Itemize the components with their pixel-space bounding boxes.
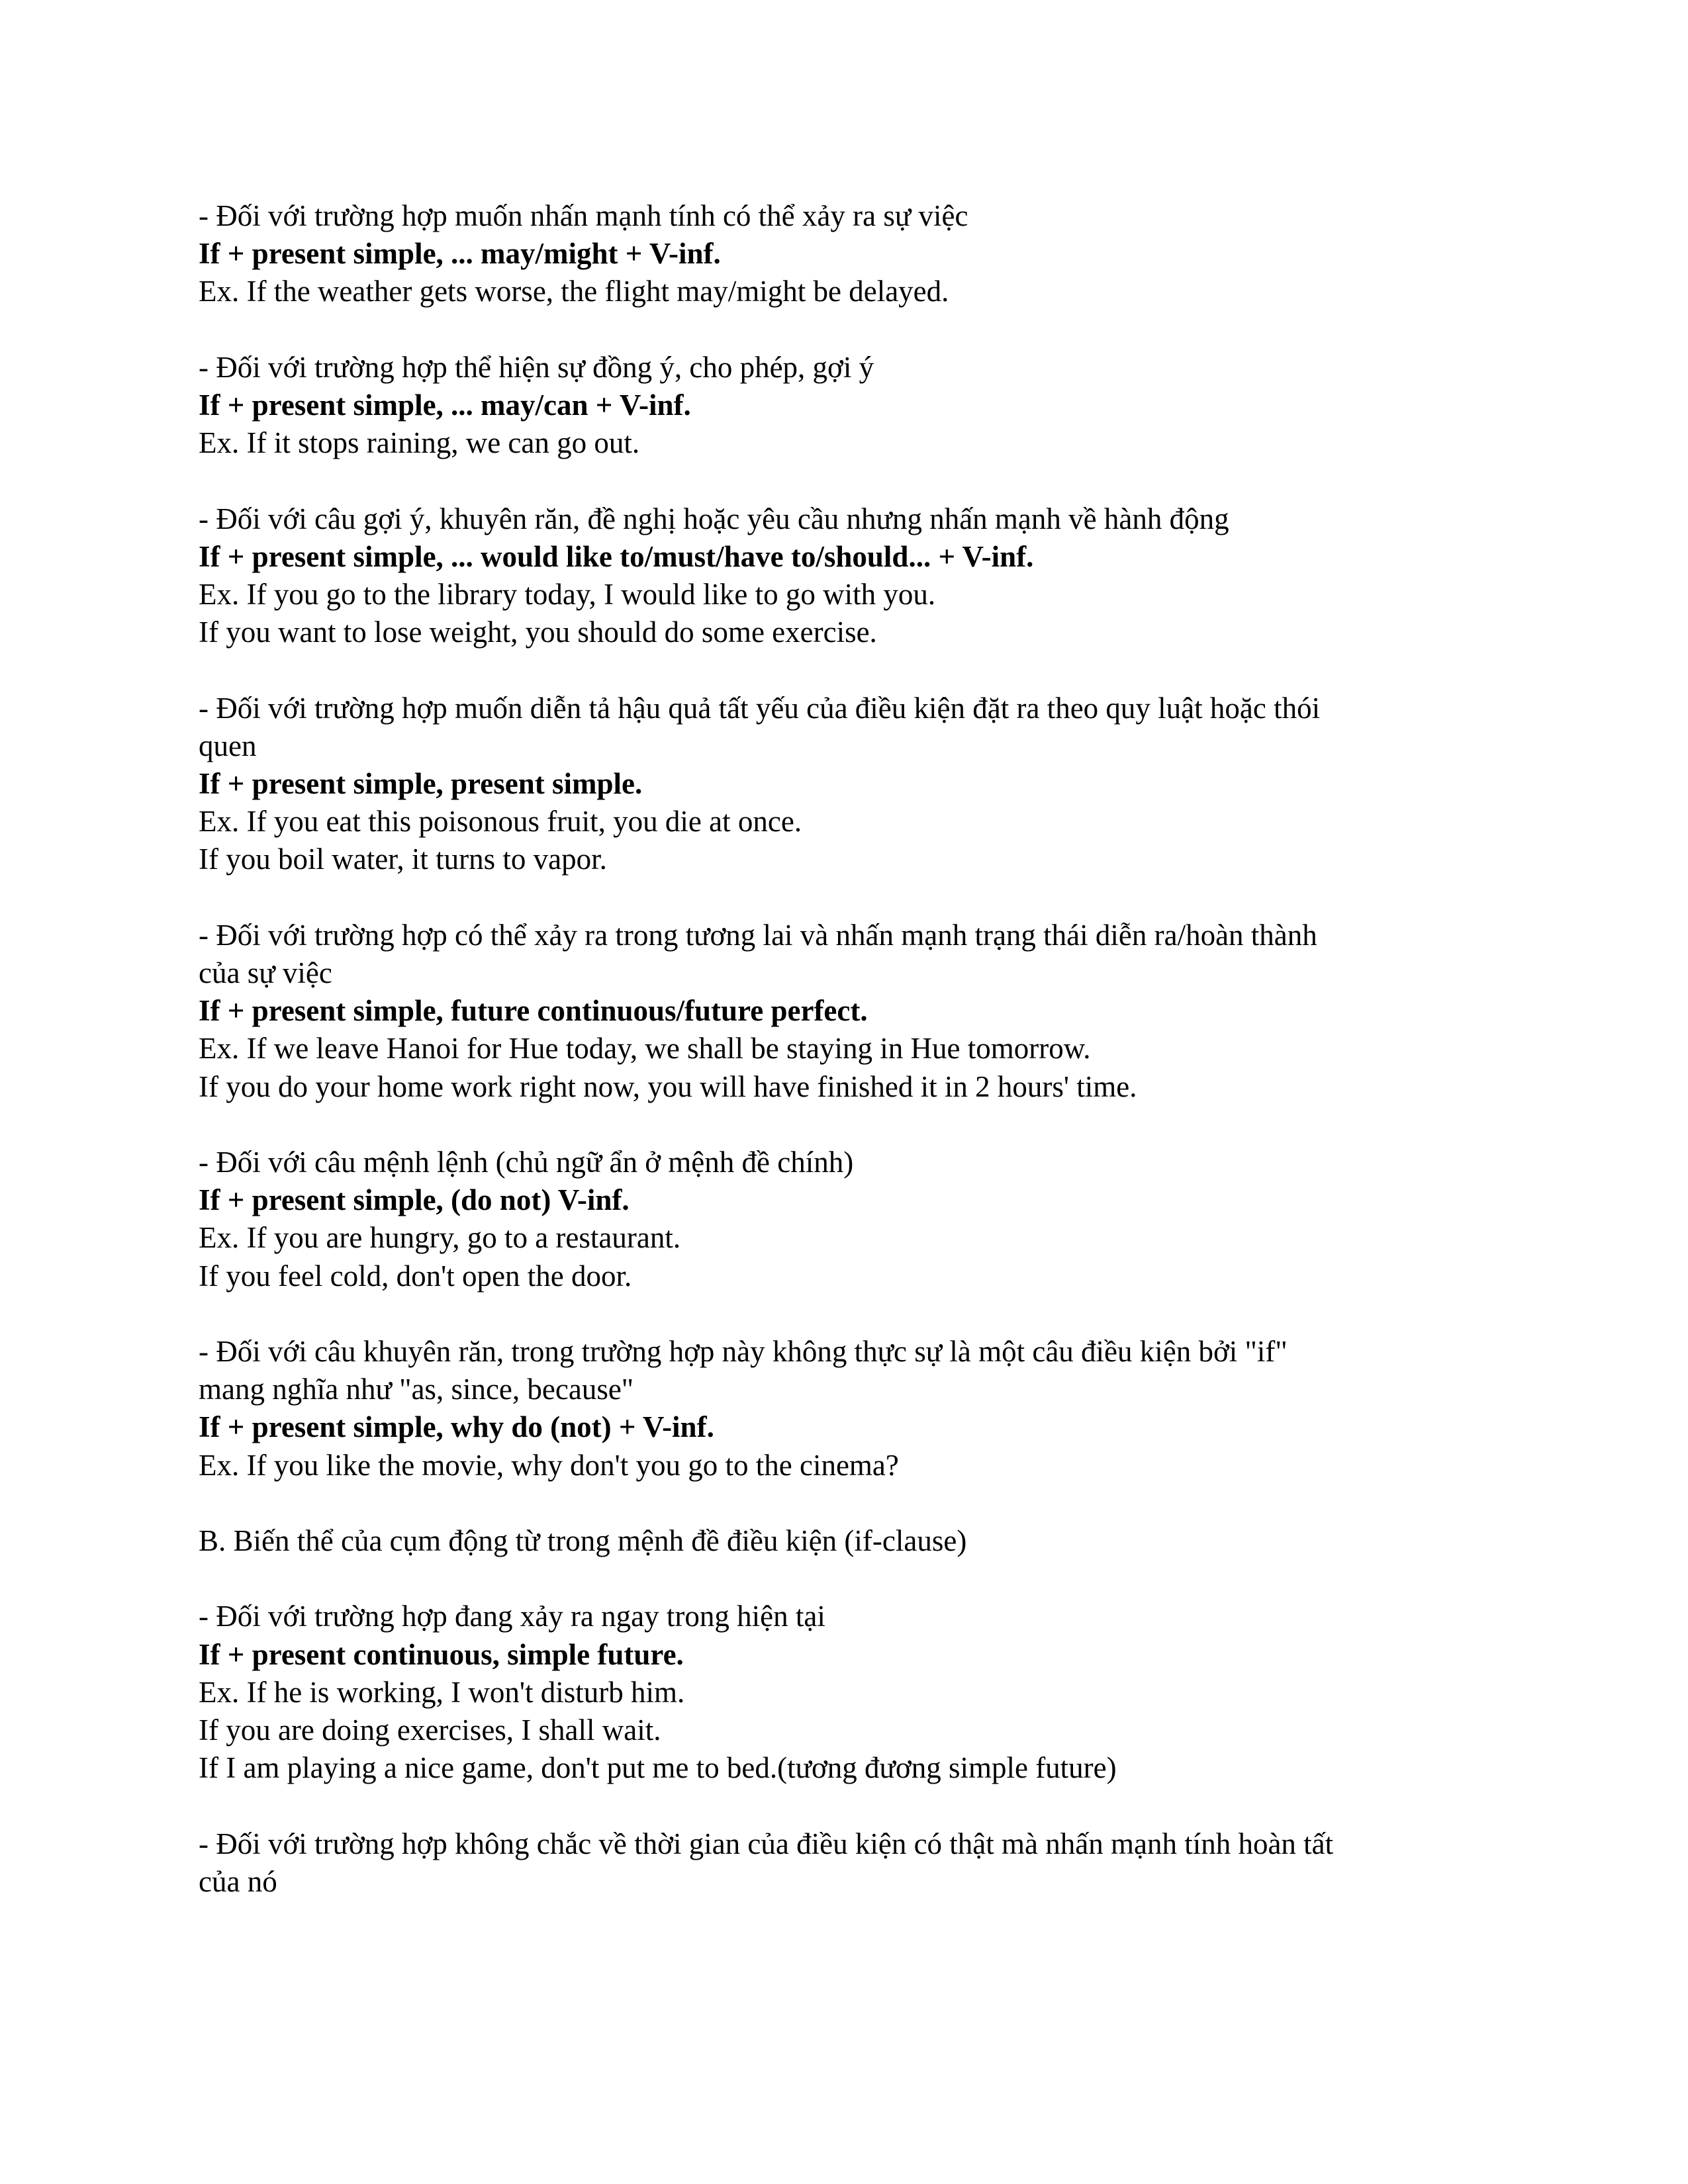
section-heading: - Đối với câu khuyên răn, trong trường hợp này không thực sự là một câu điều kiện bởi "if": [199, 1335, 1288, 1368]
formula: If + present simple, ... may/can + V-inf.: [199, 388, 691, 422]
section-heading: - Đối với câu mệnh lệnh (chủ ngữ ẩn ở mệnh đề chính): [199, 1146, 854, 1179]
example: If you feel cold, don't open the door.: [199, 1259, 632, 1293]
formula: If + present simple, ... may/might + V-inf.: [199, 237, 721, 271]
section-heading: - Đối với câu gợi ý, khuyên răn, đề nghị hoặc yêu cầu nhưng nhấn mạnh về hành động: [199, 502, 1229, 535]
section-heading: - Đối với trường hợp đang xảy ra ngay trong hiện tại: [199, 1600, 825, 1633]
example: If you do your home work right now, you will have finished it in 2 hours' time.: [199, 1069, 1137, 1103]
example: Ex. If you like the movie, why don't you go to the cinema?: [199, 1448, 899, 1482]
formula: If + present simple, ... would like to/must/have to/should... + V-inf.: [199, 539, 1034, 573]
example: Ex. If we leave Hanoi for Hue today, we shall be staying in Hue tomorrow.: [199, 1032, 1091, 1066]
example: Ex. If you eat this poisonous fruit, you die at once.: [199, 805, 802, 839]
example: If you are doing exercises, I shall wait.: [199, 1713, 661, 1747]
example: Ex. If he is working, I won't disturb him.: [199, 1675, 685, 1709]
formula: If + present simple, future continuous/future perfect.: [199, 994, 868, 1028]
example: If I am playing a nice game, don't put me to bed.(tương đương simple future): [199, 1751, 1117, 1785]
formula: If + present simple, present simple.: [199, 767, 643, 800]
example: Ex. If you are hungry, go to a restaurant.: [199, 1221, 681, 1255]
example: If you boil water, it turns to vapor.: [199, 842, 607, 876]
formula: If + present simple, (do not) V-inf.: [199, 1183, 630, 1217]
document-body: [199, 197, 1496, 1901]
example: If you want to lose weight, you should do some exercise.: [199, 615, 877, 649]
section-heading: - Đối với trường hợp muốn nhấn mạnh tính có thể xảy ra sự việc: [199, 199, 968, 232]
formula: If + present simple, why do (not) + V-inf.: [199, 1410, 714, 1444]
section-heading: - Đối với trường hợp thể hiện sự đồng ý, cho phép, gợi ý: [199, 350, 874, 384]
example: Ex. If you go to the library today, I would like to go with you.: [199, 578, 936, 611]
section-heading-continued: của sự việc: [199, 956, 332, 989]
section-heading-continued: mang nghĩa như "as, since, because": [199, 1373, 634, 1406]
section-heading-continued: quen: [199, 729, 257, 762]
section-heading: - Đối với trường hợp muốn diễn tả hậu quả tất yếu của điều kiện đặt ra theo quy luật hoặc thói: [199, 691, 1321, 725]
section-heading: - Đối với trường hợp có thể xảy ra trong tương lai và nhấn mạnh trạng thái diễn ra/hoàn thành: [199, 918, 1317, 952]
section-heading: - Đối với trường hợp không chắc về thời gian của điều kiện có thật mà nhấn mạnh tính hoàn tất: [199, 1827, 1334, 1860]
section-heading-continued: của nó: [199, 1864, 277, 1898]
formula: If + present continuous, simple future.: [199, 1637, 684, 1671]
example: Ex. If the weather gets worse, the flight may/might be delayed.: [199, 275, 949, 308]
example: Ex. If it stops raining, we can go out.: [199, 426, 640, 460]
part-b-title: B. Biến thể của cụm động từ trong mệnh đề điều kiện (if-clause): [199, 1524, 967, 1557]
